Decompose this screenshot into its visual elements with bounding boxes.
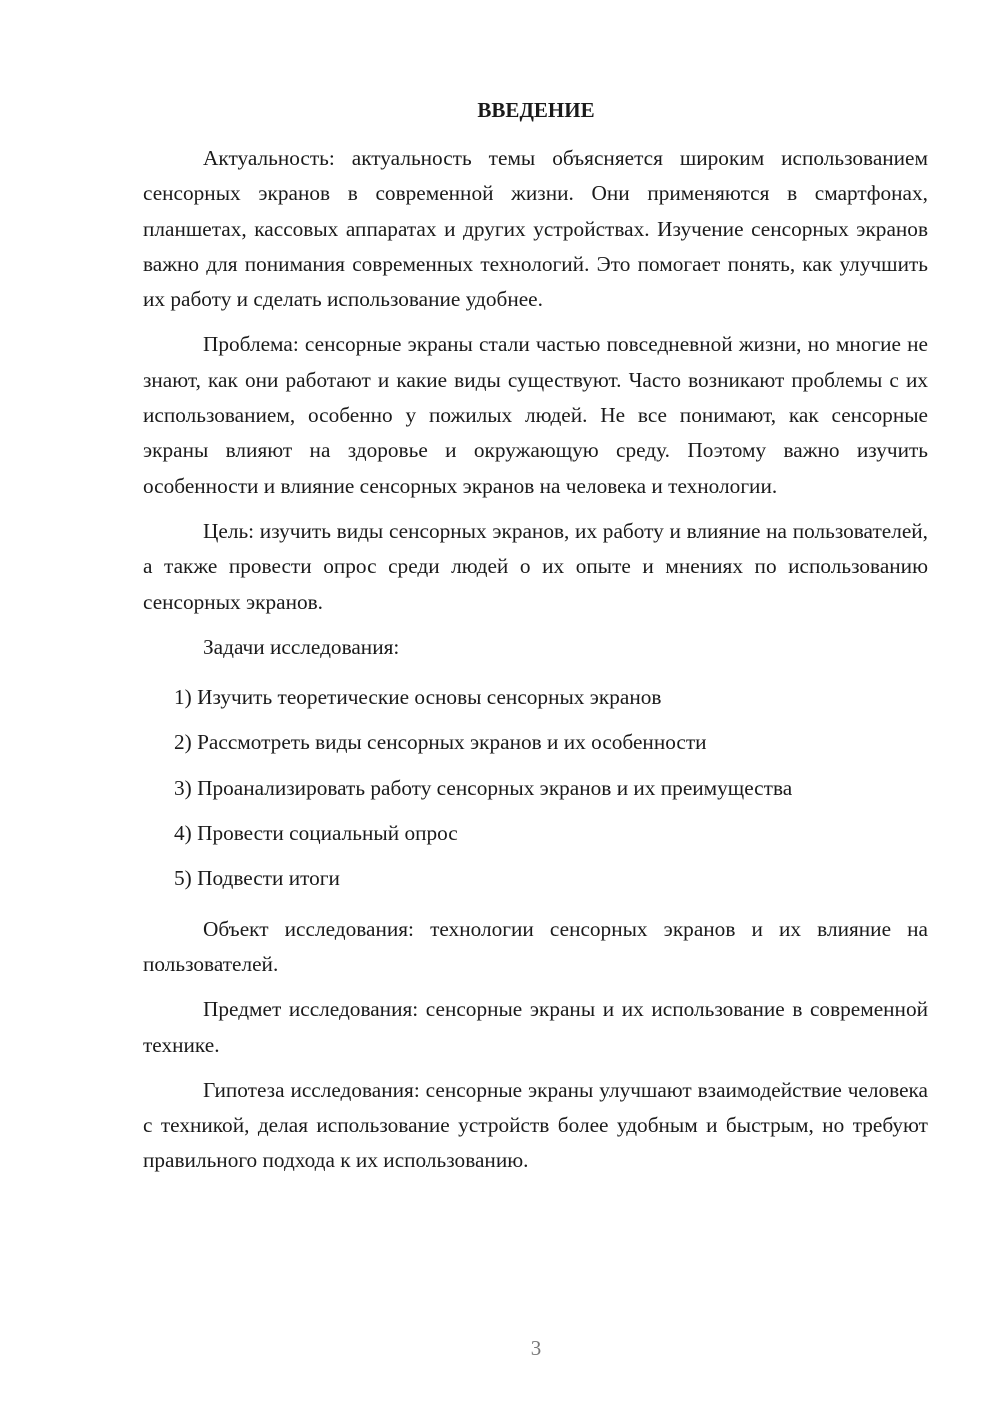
relevance-paragraph: Актуальность: актуальность темы объясняется широким использованием сенсорных экранов в современной жизни. Они применяются в смартфонах, планшетах, кассовых аппаратах и других устройствах. Изучение сенсорных экранов важно для понимания современных технологий. Это помогает понять, как улучшить их работу и сделать использование удобнее.	[143, 146, 928, 312]
hypothesis-paragraph: Гипотеза исследования: сенсорные экраны улучшают взаимодействие человека с техникой, делая использование устройств более удобным и быстрым, но требуют правильного подхода к их использованию.	[143, 1077, 928, 1173]
section-heading: ВВЕДЕНИЕ	[477, 98, 595, 122]
subject-paragraph: Предмет исследования: сенсорные экраны и их использование в современной технике.	[143, 997, 928, 1057]
problem-paragraph: Проблема: сенсорные экраны стали частью повседневной жизни, но многие не знают, как они работают и какие виды существуют. Часто возникают проблемы с их использованием, особенно у пожилых людей. Не все понимают, как сенсорные экраны влияют на здоровье и окружающую среду. Поэтому важно изучить особенности и влияние сенсорных экранов на человека и технологии.	[143, 332, 928, 498]
task-list	[143, 675, 928, 901]
document-body	[143, 141, 928, 1189]
task-item: 3) Проанализировать работу сенсорных экранов и их преимущества	[174, 775, 793, 800]
goal-paragraph: Цель: изучить виды сенсорных экранов, их работу и влияние на пользователей, а также провести опрос среди людей о их опыте и мнениях по использованию сенсорных экранов.	[143, 518, 928, 614]
object-paragraph: Объект исследования: технологии сенсорных экранов и их влияние на пользователей.	[143, 916, 928, 976]
tasks-heading: Задачи исследования:	[203, 634, 400, 659]
task-item: 2) Рассмотреть виды сенсорных экранов и их особенности	[174, 730, 707, 755]
page-number: 3	[530, 1336, 542, 1360]
task-item: 1) Изучить теоретические основы сенсорных экранов	[174, 685, 662, 710]
task-item: 5) Подвести итоги	[174, 866, 340, 891]
task-item: 4) Провести социальный опрос	[174, 821, 458, 846]
